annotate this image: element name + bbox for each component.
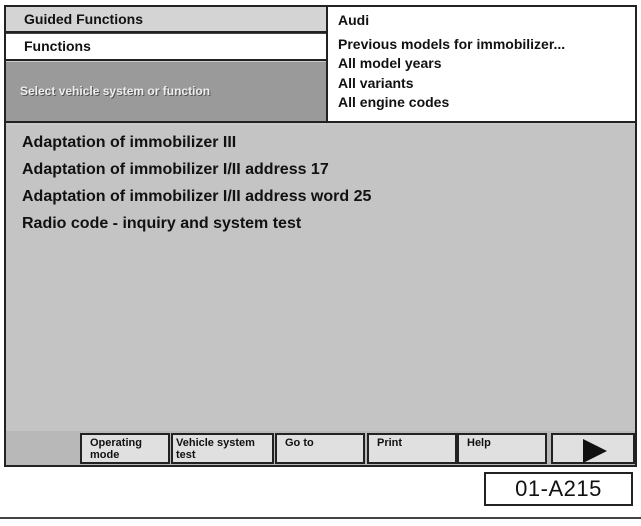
help-button[interactable]: Help (457, 433, 547, 464)
bottom-divider (0, 517, 641, 519)
operating-mode-button[interactable]: Operating mode (80, 433, 170, 464)
vehicle-model: Previous models for immobilizer... (338, 35, 566, 52)
selection-prompt: Select vehicle system or function (6, 62, 326, 123)
function-item-immobilizer-iii[interactable]: Adaptation of immobilizer III (22, 134, 237, 151)
vehicle-engine-code: All engine codes (338, 94, 450, 110)
vehicle-model-year: All model years (338, 55, 442, 71)
play-arrow-icon (583, 439, 607, 463)
function-list (6, 125, 635, 431)
function-item-immobilizer-address-word-25[interactable]: Adaptation of immobilizer I/II address word 25 (22, 188, 372, 205)
functions-tab[interactable]: Functions (6, 33, 326, 61)
print-button[interactable]: Print (367, 433, 457, 464)
diagnostic-screen (4, 5, 637, 467)
guided-functions-tab[interactable]: Guided Functions (6, 7, 326, 33)
vehicle-make: Audi (338, 12, 370, 28)
softkey-bar (6, 431, 635, 465)
vehicle-variant: All variants (338, 74, 414, 91)
mode-panel (6, 7, 326, 123)
vehicle-system-test-button[interactable]: Vehicle system test (171, 433, 274, 464)
function-item-radio-code[interactable]: Radio code - inquiry and system test (22, 215, 302, 232)
next-button[interactable] (551, 433, 635, 464)
function-item-immobilizer-address-17[interactable]: Adaptation of immobilizer I/II address 17 (22, 161, 329, 178)
go-to-button[interactable]: Go to (275, 433, 365, 464)
figure-reference-label: 01-A215 (484, 472, 633, 506)
vehicle-info-panel (326, 7, 635, 123)
